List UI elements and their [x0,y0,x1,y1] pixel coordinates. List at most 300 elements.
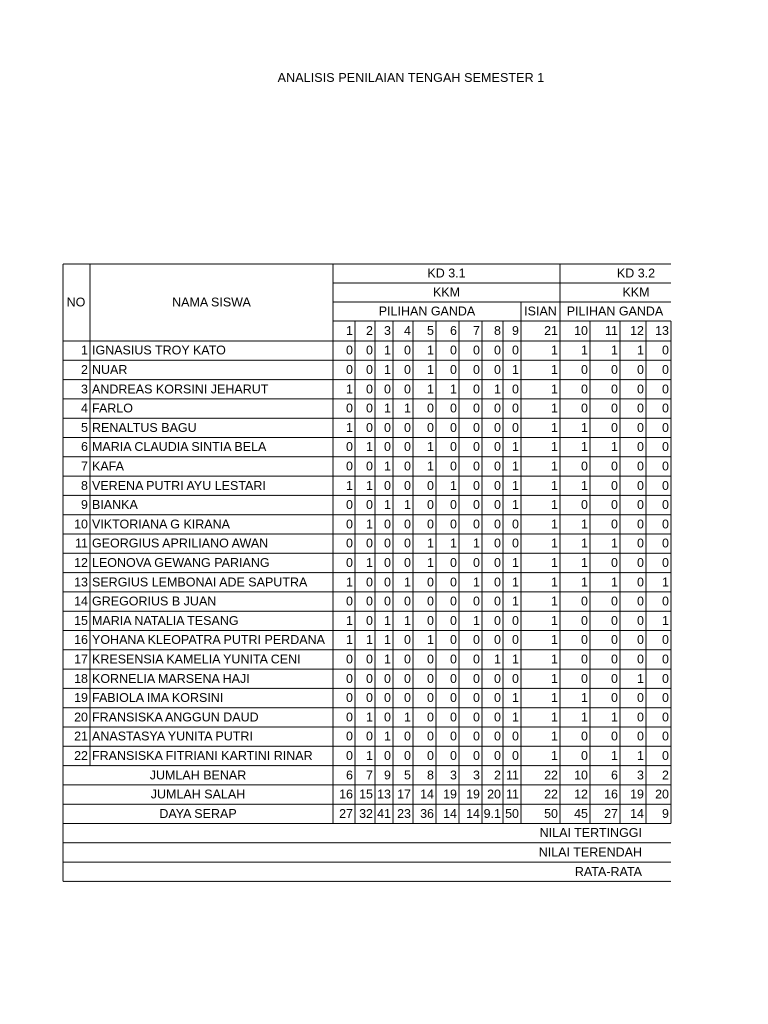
score-cell: 0 [450,729,457,744]
score-cell: 1 [494,382,501,397]
score-cell: 1 [551,691,558,706]
score-cell: 1 [427,362,434,377]
summary-value: 3 [450,768,457,783]
header-pilihan-ganda-1: PILIHAN GANDA [378,304,476,319]
score-cell: 0 [662,691,669,706]
summary-value: 13 [377,787,391,802]
student-name: RENALTUS BAGU [92,420,197,435]
score-cell: 1 [611,575,618,590]
score-cell: 0 [427,729,434,744]
score-cell: 0 [450,575,457,590]
score-cell: 1 [512,575,519,590]
score-cell: 0 [494,440,501,455]
summary-value: 7 [366,768,373,783]
score-cell: 0 [384,691,391,706]
student-number: 3 [81,382,88,397]
score-cell: 0 [611,594,618,609]
student-name: MARIA CLAUDIA SINTIA BELA [92,440,267,455]
student-name: SERGIUS LEMBONAI ADE SAPUTRA [92,575,308,590]
score-cell: 0 [581,498,588,513]
score-cell: 0 [473,382,480,397]
score-cell: 1 [366,555,373,570]
score-cell: 0 [427,691,434,706]
summary-value: 19 [630,787,644,802]
summary-value: 17 [397,787,411,802]
score-cell: 1 [551,517,558,532]
score-cell: 0 [384,594,391,609]
score-cell: 1 [384,729,391,744]
summary-value: 23 [397,806,411,821]
student-name: LEONOVA GEWANG PARIANG [92,555,270,570]
score-cell: 1 [637,343,644,358]
score-cell: 0 [384,478,391,493]
score-cell: 0 [404,382,411,397]
summary-value: 16 [339,787,353,802]
score-cell: 0 [404,459,411,474]
score-cell: 0 [346,671,353,686]
score-cell: 0 [662,362,669,377]
header-nama-siswa: NAMA SISWA [172,295,251,310]
score-cell: 0 [366,613,373,628]
score-cell: 1 [366,633,373,648]
summary-value: 14 [466,806,480,821]
score-cell: 0 [662,729,669,744]
score-cell: 1 [551,748,558,763]
score-cell: 0 [473,652,480,667]
score-cell: 0 [662,459,669,474]
score-cell: 1 [404,401,411,416]
score-cell: 1 [494,652,501,667]
score-cell: 1 [581,575,588,590]
student-name: FRANSISKA ANGGUN DAUD [92,710,259,725]
score-cell: 0 [404,536,411,551]
score-cell: 1 [346,478,353,493]
score-cell: 1 [581,343,588,358]
score-cell: 0 [366,498,373,513]
score-cell: 0 [404,652,411,667]
score-cell: 0 [611,382,618,397]
score-cell: 0 [512,420,519,435]
score-cell: 0 [611,671,618,686]
score-cell: 1 [551,671,558,686]
score-cell: 0 [637,478,644,493]
score-cell: 0 [512,343,519,358]
score-cell: 0 [494,555,501,570]
score-cell: 1 [611,343,618,358]
score-cell: 1 [551,536,558,551]
score-cell: 0 [384,536,391,551]
score-cell: 0 [512,633,519,648]
score-cell: 0 [450,652,457,667]
score-cell: 0 [662,401,669,416]
summary-value: 3 [637,768,644,783]
student-number: 4 [81,401,88,416]
student-name: VERENA PUTRI AYU LESTARI [92,478,266,493]
score-cell: 0 [494,498,501,513]
score-cell: 0 [366,459,373,474]
score-cell: 1 [512,362,519,377]
score-cell: 0 [662,652,669,667]
student-number: 6 [81,440,88,455]
score-cell: 0 [384,555,391,570]
score-cell: 0 [366,671,373,686]
score-cell: 0 [662,382,669,397]
score-cell: 1 [384,362,391,377]
score-cell: 0 [494,613,501,628]
score-cell: 1 [551,343,558,358]
score-cell: 0 [494,633,501,648]
score-cell: 0 [384,671,391,686]
score-cell: 0 [427,575,434,590]
header-kkm-1: KKM [432,285,461,300]
score-cell: 0 [512,382,519,397]
summary-value: 22 [544,787,558,802]
question-number: 12 [630,324,644,338]
summary-value: 8 [427,768,434,783]
summary-value: 11 [506,787,519,802]
student-name: IGNASIUS TROY KATO [92,343,226,358]
score-cell: 1 [512,498,519,513]
score-cell: 1 [512,691,519,706]
summary-value: 2 [494,768,501,783]
score-cell: 0 [581,748,588,763]
score-cell: 1 [551,382,558,397]
score-cell: 1 [581,691,588,706]
score-cell: 1 [551,729,558,744]
score-cell: 0 [611,691,618,706]
score-cell: 0 [346,517,353,532]
score-cell: 1 [384,613,391,628]
score-cell: 0 [662,633,669,648]
score-cell: 0 [662,536,669,551]
student-name: MARIA NATALIA TESANG [92,613,239,628]
score-cell: 0 [346,729,353,744]
score-cell: 1 [366,710,373,725]
summary-value: 19 [443,787,457,802]
score-cell: 0 [494,478,501,493]
score-cell: 1 [427,440,434,455]
score-cell: 1 [427,536,434,551]
summary-value: 14 [420,787,434,802]
score-cell: 1 [346,420,353,435]
score-cell: 0 [366,594,373,609]
student-name: ANASTASYA YUNITA PUTRI [92,729,253,744]
score-cell: 0 [384,382,391,397]
score-cell: 1 [346,575,353,590]
score-cell: 0 [662,440,669,455]
summary-value: 10 [574,768,588,783]
score-cell: 0 [637,613,644,628]
question-number: 7 [473,324,480,338]
score-cell: 0 [473,440,480,455]
score-cell: 0 [473,691,480,706]
score-cell: 0 [473,478,480,493]
score-cell: 0 [366,401,373,416]
score-cell: 0 [427,652,434,667]
score-cell: 1 [551,459,558,474]
header-no: NO [66,295,86,310]
score-cell: 0 [404,691,411,706]
score-cell: 0 [473,459,480,474]
score-cell: 0 [662,748,669,763]
score-cell: 0 [494,575,501,590]
score-cell: 1 [662,613,669,628]
score-cell: 1 [384,652,391,667]
score-cell: 0 [637,420,644,435]
student-name: KRESENSIA KAMELIA YUNITA CENI [92,652,301,667]
summary-value: 27 [604,806,618,821]
score-cell: 0 [662,478,669,493]
question-number: 6 [450,324,457,338]
score-cell: 1 [551,555,558,570]
score-cell: 0 [662,420,669,435]
score-cell: 0 [611,478,618,493]
header-isian: ISIAN [524,304,557,319]
score-cell: 0 [637,633,644,648]
summary-value: 45 [574,806,588,821]
score-cell: 0 [637,710,644,725]
score-cell: 0 [494,691,501,706]
score-cell: 0 [494,343,501,358]
summary-label: JUMLAH SALAH [150,787,246,802]
score-cell: 0 [637,440,644,455]
score-cell: 1 [551,440,558,455]
score-cell: 1 [512,440,519,455]
summary-value: 12 [574,787,588,802]
score-cell: 0 [404,440,411,455]
score-cell: 1 [450,478,457,493]
score-cell: 0 [450,401,457,416]
score-cell: 0 [494,401,501,416]
score-cell: 0 [473,671,480,686]
score-cell: 0 [473,555,480,570]
score-cell: 0 [494,671,501,686]
score-cell: 0 [404,671,411,686]
score-cell: 0 [366,575,373,590]
score-cell: 1 [366,478,373,493]
student-number: 7 [81,459,88,474]
student-name: GREGORIUS B JUAN [92,594,217,609]
score-cell: 0 [581,671,588,686]
score-cell: 0 [346,594,353,609]
summary-value: 6 [346,768,353,783]
score-cell: 0 [450,498,457,513]
score-cell: 1 [551,420,558,435]
question-number: 2 [366,324,373,338]
score-cell: 0 [494,420,501,435]
student-number: 16 [74,633,88,648]
student-name: FABIOLA IMA KORSINI [92,691,224,706]
score-cell: 1 [384,498,391,513]
score-cell: 0 [637,382,644,397]
question-number: 1 [346,324,353,338]
score-cell: 1 [512,459,519,474]
score-cell: 0 [450,710,457,725]
score-cell: 1 [551,401,558,416]
student-number: 22 [74,748,88,763]
score-cell: 0 [346,401,353,416]
score-cell: 0 [404,478,411,493]
score-cell: 0 [450,343,457,358]
score-cell: 0 [512,401,519,416]
score-cell: 0 [346,440,353,455]
score-cell: 1 [637,671,644,686]
question-number: 9 [512,324,519,338]
score-cell: 0 [427,748,434,763]
score-cell: 0 [611,459,618,474]
score-cell: 0 [637,517,644,532]
score-cell: 1 [581,440,588,455]
score-cell: 1 [427,382,434,397]
score-cell: 1 [512,652,519,667]
score-cell: 0 [662,555,669,570]
score-cell: 0 [611,613,618,628]
score-cell: 0 [384,710,391,725]
summary-label: JUMLAH BENAR [149,768,247,783]
score-cell: 0 [427,478,434,493]
score-cell: 0 [611,633,618,648]
summary-value: 11 [506,768,519,783]
score-cell: 0 [427,401,434,416]
page-title: ANALISIS PENILAIAN TENGAH SEMESTER 1 [277,71,545,85]
score-cell: 1 [581,536,588,551]
score-cell: 1 [366,748,373,763]
score-cell: 1 [551,613,558,628]
student-name: GEORGIUS APRILIANO AWAN [92,536,269,551]
summary-value: 50 [505,806,519,821]
score-cell: 0 [366,691,373,706]
score-cell: 0 [494,748,501,763]
score-cell: 0 [346,710,353,725]
score-cell: 0 [637,555,644,570]
score-cell: 0 [346,362,353,377]
score-cell: 0 [366,362,373,377]
student-number: 8 [81,478,88,493]
student-name: ANDREAS KORSINI JEHARUT [92,382,269,397]
header-kd-3-2: KD 3.2 [616,266,656,281]
score-cell: 0 [427,517,434,532]
footer-label: NILAI TERTINGGI [539,826,642,841]
summary-label: DAYA SERAP [159,806,237,821]
score-cell: 1 [427,343,434,358]
student-number: 21 [74,729,88,744]
score-cell: 0 [512,748,519,763]
score-cell: 0 [581,633,588,648]
score-cell: 0 [581,613,588,628]
summary-value: 9.1 [483,806,501,821]
summary-value: 2 [662,768,669,783]
score-cell: 0 [473,517,480,532]
student-name: KAFA [92,459,124,474]
score-cell: 0 [662,498,669,513]
score-cell: 0 [450,555,457,570]
student-number: 12 [74,555,88,570]
summary-value: 9 [662,806,669,821]
score-cell: 0 [404,594,411,609]
score-cell: 1 [384,459,391,474]
score-cell: 0 [494,362,501,377]
score-cell: 1 [473,575,480,590]
score-cell: 1 [611,710,618,725]
score-cell: 0 [473,362,480,377]
score-cell: 0 [637,536,644,551]
student-number: 18 [74,671,88,686]
score-cell: 0 [346,652,353,667]
score-cell: 0 [404,517,411,532]
score-cell: 0 [611,555,618,570]
score-cell: 0 [611,729,618,744]
score-cell: 0 [637,729,644,744]
score-cell: 0 [346,343,353,358]
score-cell: 0 [473,498,480,513]
score-cell: 0 [346,459,353,474]
score-cell: 1 [404,498,411,513]
student-number: 11 [75,536,88,551]
question-number: 4 [404,324,411,338]
question-number: 3 [384,324,391,338]
score-cell: 1 [427,555,434,570]
student-name: VIKTORIANA G KIRANA [92,517,231,532]
score-cell: 1 [551,362,558,377]
student-number: 5 [81,420,88,435]
score-cell: 1 [512,478,519,493]
score-cell: 0 [473,594,480,609]
score-cell: 1 [384,343,391,358]
question-number: 10 [574,324,588,338]
score-cell: 0 [450,459,457,474]
score-cell: 0 [611,362,618,377]
score-cell: 1 [581,478,588,493]
score-cell: 1 [450,382,457,397]
score-cell: 1 [384,401,391,416]
score-cell: 0 [427,498,434,513]
score-cell: 1 [473,613,480,628]
score-cell: 0 [427,594,434,609]
score-cell: 0 [662,594,669,609]
question-number: 8 [494,324,501,338]
student-number: 2 [81,362,88,377]
student-name: BIANKA [92,498,138,513]
summary-value: 27 [339,806,353,821]
score-cell: 1 [637,748,644,763]
score-cell: 0 [404,633,411,648]
score-cell: 1 [366,440,373,455]
score-cell: 1 [551,575,558,590]
score-cell: 0 [404,343,411,358]
score-cell: 0 [611,498,618,513]
score-cell: 0 [427,710,434,725]
score-cell: 0 [450,517,457,532]
score-cell: 0 [366,652,373,667]
score-cell: 0 [450,420,457,435]
score-cell: 0 [637,594,644,609]
question-number: 11 [605,324,618,338]
score-cell: 1 [404,613,411,628]
summary-value: 19 [466,787,480,802]
score-cell: 1 [611,536,618,551]
score-cell: 0 [450,633,457,648]
score-cell: 0 [494,536,501,551]
score-cell: 1 [404,710,411,725]
score-cell: 0 [581,401,588,416]
score-cell: 0 [611,420,618,435]
score-cell: 0 [494,729,501,744]
score-cell: 0 [611,401,618,416]
summary-value: 22 [544,768,558,783]
score-cell: 1 [512,594,519,609]
question-number: 13 [655,324,669,338]
summary-value: 15 [359,787,373,802]
